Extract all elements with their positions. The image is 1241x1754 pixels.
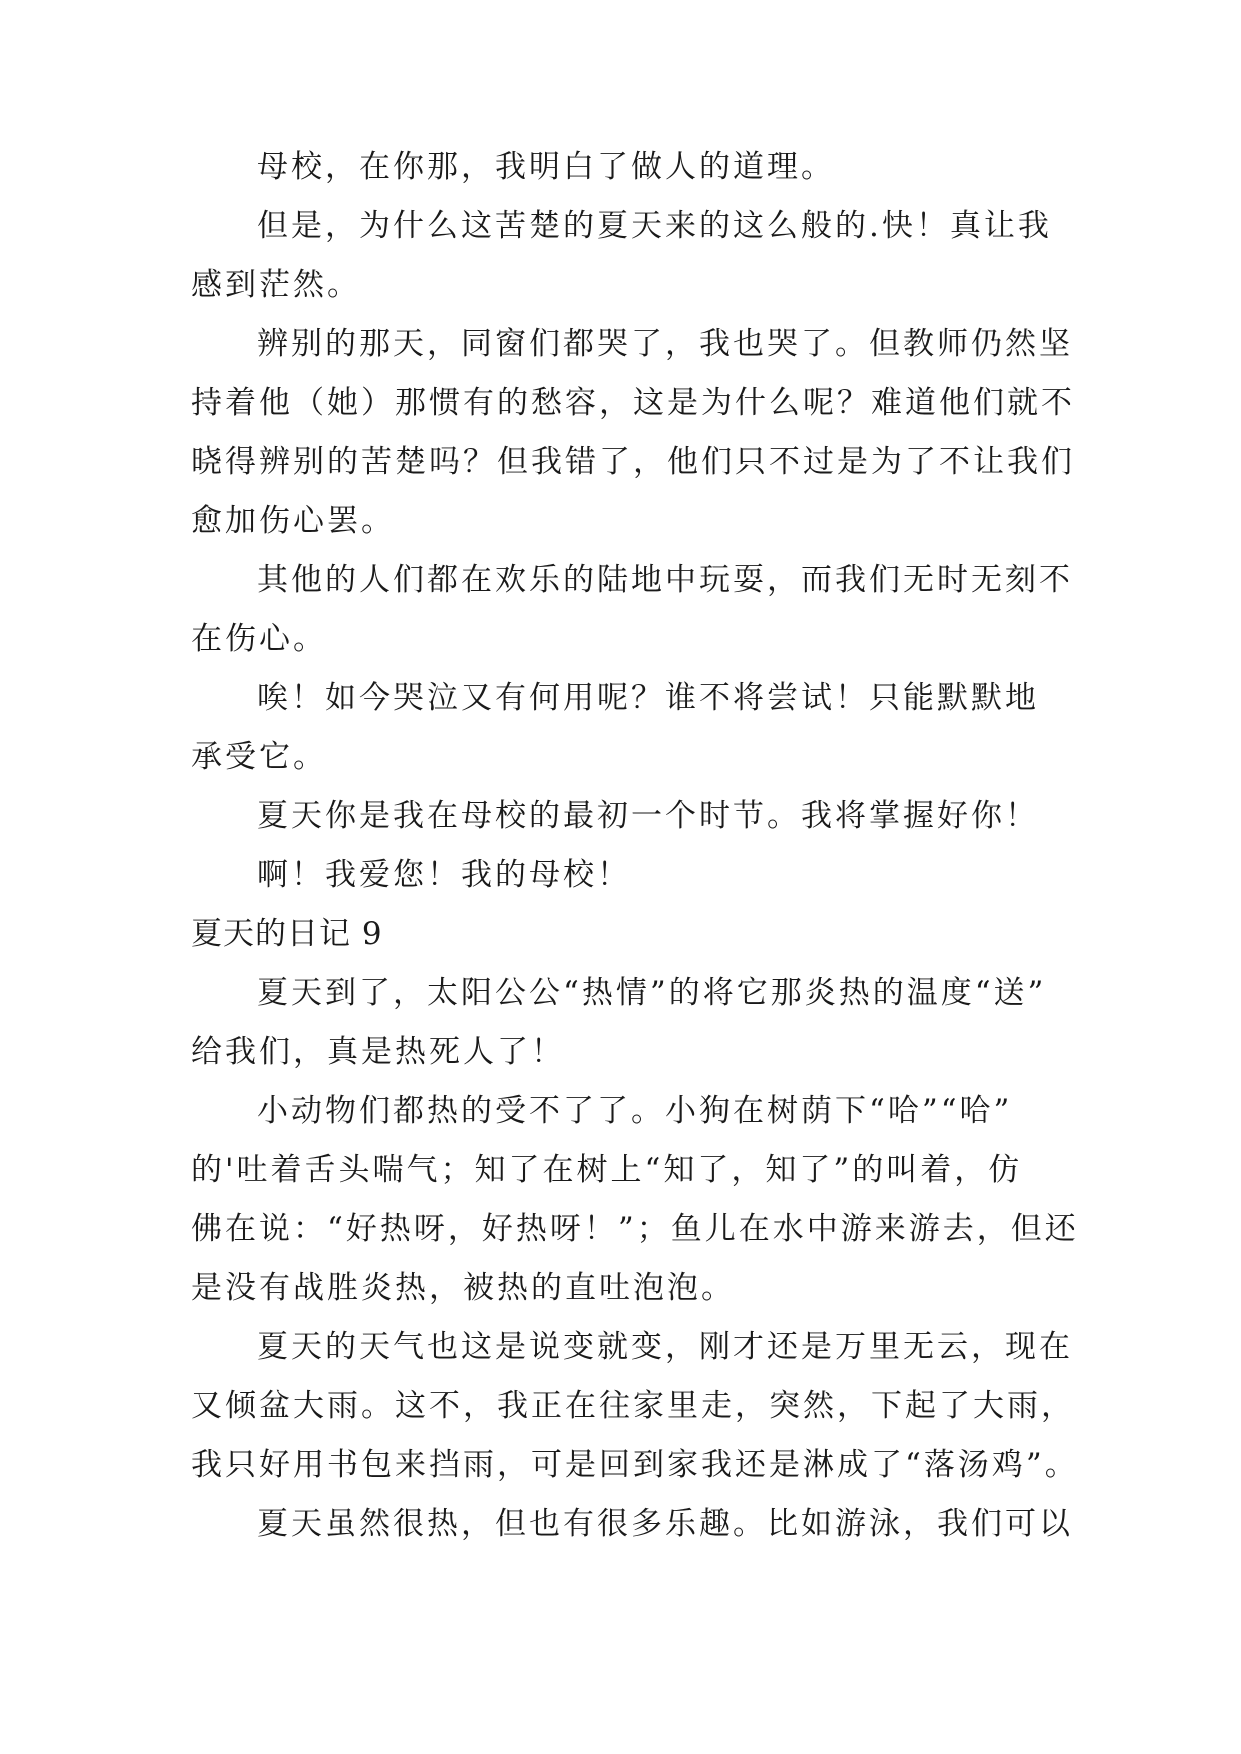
paragraph-line: 夏天你是我在母校的最初一个时节。我将掌握好你！ — [257, 798, 1039, 834]
paragraph-line: 持着他（她）那惯有的愁容，这是为什么呢？难道他们就不 — [191, 385, 1075, 421]
section-heading: 夏天的日记 9 — [191, 916, 383, 952]
paragraph-line: 给我们，真是热死人了！ — [191, 1034, 565, 1070]
paragraph-line: 夏天虽然很热，但也有很多乐趣。比如游泳，我们可以 — [257, 1506, 1073, 1542]
paragraph-line: 承受它。 — [191, 739, 327, 775]
paragraph-line: 佛在说：“好热呀，好热呀！”；鱼儿在水中游来游去，但还 — [191, 1211, 1079, 1247]
paragraph-line: 但是，为什么这苦楚的夏天来的这么般的.快！真让我 — [257, 208, 1052, 244]
paragraph-line: 又倾盆大雨。这不，我正在往家里走，突然，下起了大雨， — [191, 1388, 1075, 1424]
paragraph-line: 夏天到了，太阳公公“热情”的将它那炎热的温度“送” — [257, 975, 1047, 1011]
paragraph-line: 是没有战胜炎热，被热的直吐泡泡。 — [191, 1270, 735, 1306]
paragraph-line: 辨别的那天，同窗们都哭了，我也哭了。但教师仍然坚 — [257, 326, 1073, 362]
paragraph-line: 的'吐着舌头喘气；知了在树上“知了，知了”的叫着，仿 — [191, 1152, 1023, 1188]
paragraph-line: 母校，在你那，我明白了做人的道理。 — [257, 149, 835, 185]
paragraph-line: 唉！如今哭泣又有何用呢？谁不将尝试！只能默默地 — [257, 680, 1039, 716]
paragraph-line: 愈加伤心罢。 — [191, 503, 395, 539]
paragraph-line: 我只好用书包来挡雨，可是回到家我还是淋成了“落汤鸡”。 — [191, 1447, 1079, 1483]
paragraph-line: 啊！我爱您！我的母校！ — [257, 857, 631, 893]
paragraph-line: 其他的人们都在欢乐的陆地中玩耍，而我们无时无刻不 — [257, 562, 1073, 598]
paragraph-line: 夏天的天气也这是说变就变，刚才还是万里无云，现在 — [257, 1329, 1073, 1365]
paragraph-line: 晓得辨别的苦楚吗？但我错了，他们只不过是为了不让我们 — [191, 444, 1075, 480]
paragraph-line: 小动物们都热的受不了了。小狗在树荫下“哈”“哈” — [257, 1093, 1013, 1129]
paragraph-line: 在伤心。 — [191, 621, 327, 657]
paragraph-line: 感到茫然。 — [191, 267, 361, 303]
